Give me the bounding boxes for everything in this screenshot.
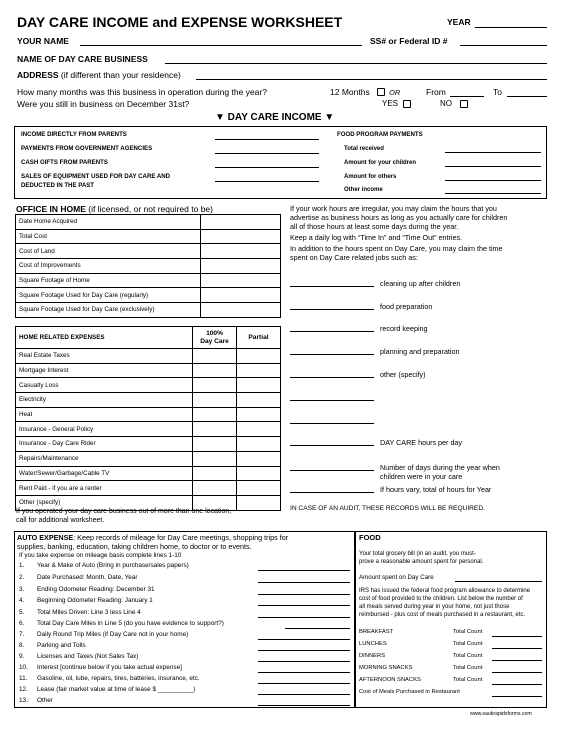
office-row-value[interactable] [201,259,281,274]
expense-partial-cell[interactable] [237,422,281,437]
auto-item: 2. Date Purchased: Month, Date, Year [19,574,138,581]
expense-100-cell[interactable] [193,393,237,408]
dec31-question: Were you still in business on December 31st? [17,99,190,109]
expense-label: Heat [16,407,193,422]
irs-note: IRS has issued the federal food program allowance to determine cost of food provided to the children. List below the number of all meals served during year in your home, not just those reimbursed - plus cost of meals purchased in a restaurant, etc. [359,588,531,618]
job-field[interactable] [290,377,374,378]
table-row [16,273,281,288]
office-row-value[interactable] [201,288,281,303]
expense-partial-cell[interactable] [237,349,281,364]
auto-item-field[interactable] [258,661,350,662]
job-label-record-keeping: record keeping [380,324,428,333]
total-count-label: Total Count [453,641,483,647]
office-row-value[interactable] [201,215,281,230]
amount-your-children-field[interactable] [445,166,541,167]
auto-intro: If you take expense on mileage basis complete lines 1-10 [19,552,182,559]
address-label: ADDRESS (if different than your residence) [17,70,181,80]
income-equipment-label: SALES OF EQUIPMENT USED FOR DAY CARE AND [21,173,171,180]
auto-item: 10. Interest [continue below if you take actual expense] [19,664,182,671]
business-name-field[interactable] [165,63,547,64]
multi-location-note: If you operated your day care business out of more than one location, call for additional worksheet. [16,508,232,524]
hours-vary-field[interactable] [290,492,374,493]
income-parents-field[interactable] [215,139,319,140]
business-name-label: NAME OF DAY CARE BUSINESS [17,54,148,64]
col-partial-header: Partial [237,327,281,349]
meal-count-field[interactable] [492,660,542,661]
expense-partial-cell[interactable] [237,363,281,378]
total-received-label: Total received [344,146,384,152]
expense-label: Rent Paid - if you are a renter [16,481,193,496]
auto-item-field[interactable] [258,694,350,695]
meal-count-field[interactable] [492,684,542,685]
auto-heading: AUTO EXPENSE: Keep records of mileage for Day Care meetings, shopping trips for [17,533,289,542]
auto-item: 8. Parking and Tolls [19,642,86,649]
expense-100-cell[interactable] [193,437,237,452]
spent-on-daycare-field[interactable] [455,581,542,582]
year-field[interactable] [475,27,547,28]
auto-item-field[interactable] [258,582,350,583]
address-field[interactable] [196,79,547,80]
office-row-value[interactable] [201,229,281,244]
table-row [16,244,281,259]
income-cash-gifts-field[interactable] [215,167,319,168]
job-field[interactable] [290,286,374,287]
expense-label: Insurance - Day Care Rider [16,437,193,452]
or-label: OR [389,88,401,97]
office-row-label: Square Footage Used for Day Care (regularly) [16,288,201,303]
auto-item-field[interactable] [258,683,350,684]
expense-label: Insurance - General Policy [16,422,193,437]
daycare-hours-label: DAY CARE hours per day [380,438,463,447]
expense-partial-cell[interactable] [237,495,281,510]
expense-partial-cell[interactable] [237,407,281,422]
no-checkbox[interactable] [460,100,468,108]
expense-100-cell[interactable] [193,363,237,378]
auto-heading-line2: supplies, banking, education, taking children home, to doctor or to events. [17,542,252,551]
total-received-field[interactable] [445,152,541,153]
income-equipment-field[interactable] [215,181,319,182]
grocery-note: Your total grocery bill (in an audit, you must- prove a reasonable amount spent for personal. [359,551,484,565]
office-row-label: Cost of Land [16,244,201,259]
from-label: From [426,87,446,97]
table-row [16,229,281,244]
expense-partial-cell[interactable] [237,451,281,466]
worksheet-title: DAY CARE INCOME and EXPENSE WORKSHEET [17,14,343,30]
table-row [16,215,281,230]
other-income-field[interactable] [445,193,541,194]
auto-item-field[interactable] [258,617,350,618]
expense-label: Water/Sewer/Garbage/Cable TV [16,466,193,481]
other-income-label: Other income [344,187,383,193]
office-row-value[interactable] [201,244,281,259]
auto-item-field[interactable] [258,594,350,595]
auto-item-field[interactable] [258,605,350,606]
hours-vary-label: If hours vary, total of hours for Year [380,485,492,494]
meal-count-field[interactable] [492,648,542,649]
your-name-field[interactable] [80,45,362,46]
income-heading: ▼ DAY CARE INCOME ▼ [215,112,335,123]
food-heading: FOOD [359,533,381,542]
yes-label: YES [382,99,399,108]
expense-100-cell[interactable] [193,481,237,496]
office-row-value[interactable] [201,303,281,318]
income-government-field[interactable] [215,153,319,154]
daycare-hours-field[interactable] [290,445,374,446]
meal-label-breakfast: BREAKFAST [359,629,394,635]
table-row [16,378,281,393]
meal-label-afternoon-snacks: AFTERNOON SNACKS [359,677,421,683]
table-row [16,422,281,437]
auto-item-field[interactable] [285,628,350,629]
table-row [16,259,281,274]
meal-label-morning-snacks: MORNING SNACKS [359,665,413,671]
expense-label: Other (specify) [16,495,193,510]
days-label-line1: Number of days during the year when [380,463,500,472]
total-count-label: Total Count [453,629,483,635]
your-name-label: YOUR NAME [17,36,69,46]
income-deducted-label: DEDUCTED IN THE PAST [21,182,95,189]
table-row [16,303,281,318]
auto-item: 4. Beginning Odometer Reading: January 1 [19,597,153,604]
office-row-label: Square Footage Used for Day Care (exclusively) [16,303,201,318]
home-expenses-table [15,326,281,511]
office-table [15,214,281,318]
expense-label: Casualty Loss [16,378,193,393]
total-count-label: Total Count [453,653,483,659]
amount-others-label: Amount for others [344,174,397,180]
table-row [16,407,281,422]
table-row [16,437,281,452]
food-program-label: FOOD PROGRAM PAYMENTS [337,131,423,138]
expense-label: Electricity [16,393,193,408]
table-row [16,363,281,378]
to-label: To [493,87,502,97]
table-row [16,451,281,466]
auto-item-field[interactable] [258,650,350,651]
twelve-months-checkbox[interactable] [377,88,385,96]
office-row-label: Date Home Acquired [16,215,201,230]
expense-label: Real Estate Taxes [16,349,193,364]
ss-fed-label: SS# or Federal ID # [370,36,448,46]
expense-100-cell[interactable] [193,349,237,364]
job-label-planning: planning and preparation [380,347,460,356]
auto-item-field[interactable] [258,705,350,706]
meal-count-field[interactable] [492,636,542,637]
col-100-header: 100% Day Care [193,327,237,349]
table-row [16,466,281,481]
auto-item-field[interactable] [258,639,350,640]
job-label-food-prep: food preparation [380,302,433,311]
auto-item-field[interactable] [258,570,350,571]
footer-url: www.saukrapidsforms.com [470,711,532,717]
meal-label-dinners: DINNERS [359,653,386,659]
job-label-other: other (specify) [380,370,426,379]
table-row [16,481,281,496]
expense-partial-cell[interactable] [237,393,281,408]
job-other-field[interactable] [290,400,374,401]
expense-partial-cell[interactable] [237,378,281,393]
ss-fed-field[interactable] [460,45,547,46]
from-field[interactable] [450,96,484,97]
auto-item: 5. Total Miles Driven: Line 3 less Line 4 [19,609,141,616]
expense-100-cell[interactable] [193,451,237,466]
total-count-label: Total Count [453,677,483,683]
income-parents-label: INCOME DIRECTLY FROM PARENTS [21,131,127,138]
restaurant-label: Cost of Meals Purchased in Restaurant [359,689,460,695]
office-row-value[interactable] [201,273,281,288]
no-label: NO [440,99,452,108]
expense-100-cell[interactable] [193,407,237,422]
expense-100-cell[interactable] [193,466,237,481]
twelve-months-label: 12 Months [330,87,370,97]
job-field[interactable] [290,331,374,332]
meal-label-lunches: LUNCHES [359,641,387,647]
table-row [16,288,281,303]
expense-label: Mortgage Interest [16,363,193,378]
audit-notice: IN CASE OF AN AUDIT, THESE RECORDS WILL BE REQUIRED. [290,505,485,512]
auto-item: 3. Ending Odometer Reading: December 31 [19,586,155,593]
auto-item: 11. Gasoline, oil, lube, repairs, tires, batteries, insurance, etc. [19,675,200,682]
expense-partial-cell[interactable] [237,437,281,452]
expense-partial-cell[interactable] [237,481,281,496]
job-field[interactable] [290,309,374,310]
table-row [16,393,281,408]
office-row-label: Cost of Improvements [16,259,201,274]
income-government-label: PAYMENTS FROM GOVERNMENT AGENCIES [21,145,153,152]
expense-label: Repairs/Maintenance [16,451,193,466]
job-other-field-2[interactable] [290,423,374,424]
yes-checkbox[interactable] [403,100,411,108]
auto-item: 12. Lease (fair market value at time of lease $ __________) [19,686,196,693]
hours-intro: If your work hours are irregular, you may claim the hours that you advertise as business hours as long as you actually care for children all of those hours at least some days during the year. Keep a daily log with “Time In” and “Time Out” entries. In addition to the hours spent on Day Care, you may claim the time spent on Day Care related jobs such as: [290,204,508,262]
auto-item: 9. Licenses and Taxes (Not Sales Tax) [19,653,139,660]
amount-others-field[interactable] [445,180,541,181]
spent-on-daycare-label: Amount spent on Day Care [359,574,434,581]
days-label-line2: children were in your care [380,472,463,481]
auto-item: 6. Total Day Care Miles in Line 5 (do you have evidence to support?) [19,620,224,627]
job-field[interactable] [290,354,374,355]
office-row-label: Total Cost [16,229,201,244]
to-field[interactable] [507,96,547,97]
office-row-label: Square Footage of Home [16,273,201,288]
months-question: How many months was this business in operation during the year? [17,87,267,97]
auto-item: 1. Year & Make of Auto (Bring in purchase/sales papers) [19,562,189,569]
home-expenses-heading: HOME RELATED EXPENSES [16,327,193,349]
auto-item-field[interactable] [258,672,350,673]
income-cash-gifts-label: CASH GIFTS FROM PARENTS [21,159,108,166]
year-label: YEAR [447,17,471,27]
total-count-label: Total Count [453,665,483,671]
office-heading: OFFICE IN HOME (if licensed, or not required to be) [16,204,213,214]
auto-item: 13. Other [19,697,53,704]
restaurant-field[interactable] [492,696,542,697]
expense-100-cell[interactable] [193,422,237,437]
expense-100-cell[interactable] [193,378,237,393]
auto-item: 7. Daily Round Trip Miles (if Day Care not in your home) [19,631,189,638]
table-row [16,349,281,364]
days-field[interactable] [290,470,374,471]
table-header-row [16,327,281,349]
expense-partial-cell[interactable] [237,466,281,481]
amount-your-children-label: Amount for your children [344,160,416,166]
job-label-cleaning: cleaning up after children [380,279,461,288]
meal-count-field[interactable] [492,672,542,673]
